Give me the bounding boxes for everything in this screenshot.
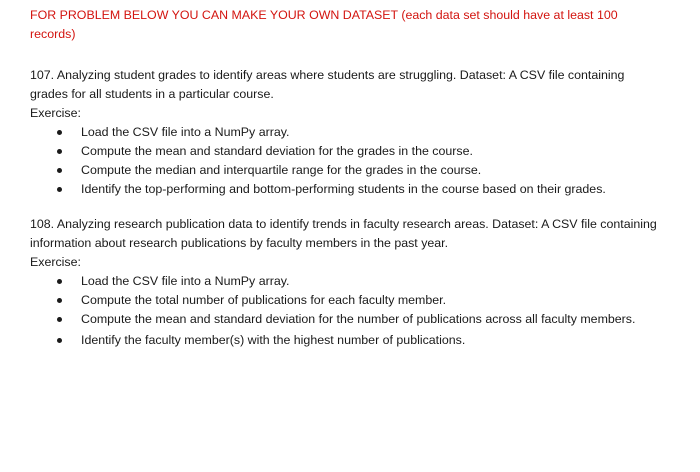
task-text: Compute the mean and standard deviation for the grades in the course. [81,144,473,158]
bullet-icon [57,279,62,284]
bullet-icon [57,187,62,192]
task-text: Compute the mean and standard deviation for the number of publications across all faculty members. [81,312,636,326]
task-text: Identify the top-performing and bottom-performing students in the course based on their grades. [81,182,606,196]
bullet-icon [57,338,62,343]
list-item [30,161,641,180]
list-item [30,180,641,199]
bullet-icon [57,298,62,303]
list-item [30,291,641,310]
list-item [30,310,641,329]
bullet-icon [57,149,62,154]
problem-107-task-list [30,123,670,199]
problem-107-description: 107. Analyzing student grades to identify areas where students are struggling. Dataset: A CSV file containing grades for all students in a particular course. [30,68,625,101]
task-text: Load the CSV file into a NumPy array. [81,125,290,139]
task-text: Load the CSV file into a NumPy array. [81,274,290,288]
bullet-icon [57,168,62,173]
problem-107-exercise-label: Exercise: [30,106,81,120]
list-item [30,331,641,350]
task-text: Compute the median and interquartile range for the grades in the course. [81,163,482,177]
problem-108-task-list [30,272,670,350]
list-item [30,142,641,161]
dataset-notice: FOR PROBLEM BELOW YOU CAN MAKE YOUR OWN DATASET (each data set should have at least 100 records) [30,8,618,41]
list-item [30,123,641,142]
bullet-icon [57,130,62,135]
task-text: Compute the total number of publications for each faculty member. [81,293,447,307]
document-body [30,6,670,350]
problem-108-exercise-label: Exercise: [30,255,81,269]
list-item [30,272,641,291]
task-text: Identify the faculty member(s) with the highest number of publications. [81,333,466,347]
problem-108-description: 108. Analyzing research publication data to identify trends in faculty research areas. Dataset: A CSV file containing information about research publications by faculty members in the past year. [30,217,657,250]
bullet-icon [57,317,62,322]
